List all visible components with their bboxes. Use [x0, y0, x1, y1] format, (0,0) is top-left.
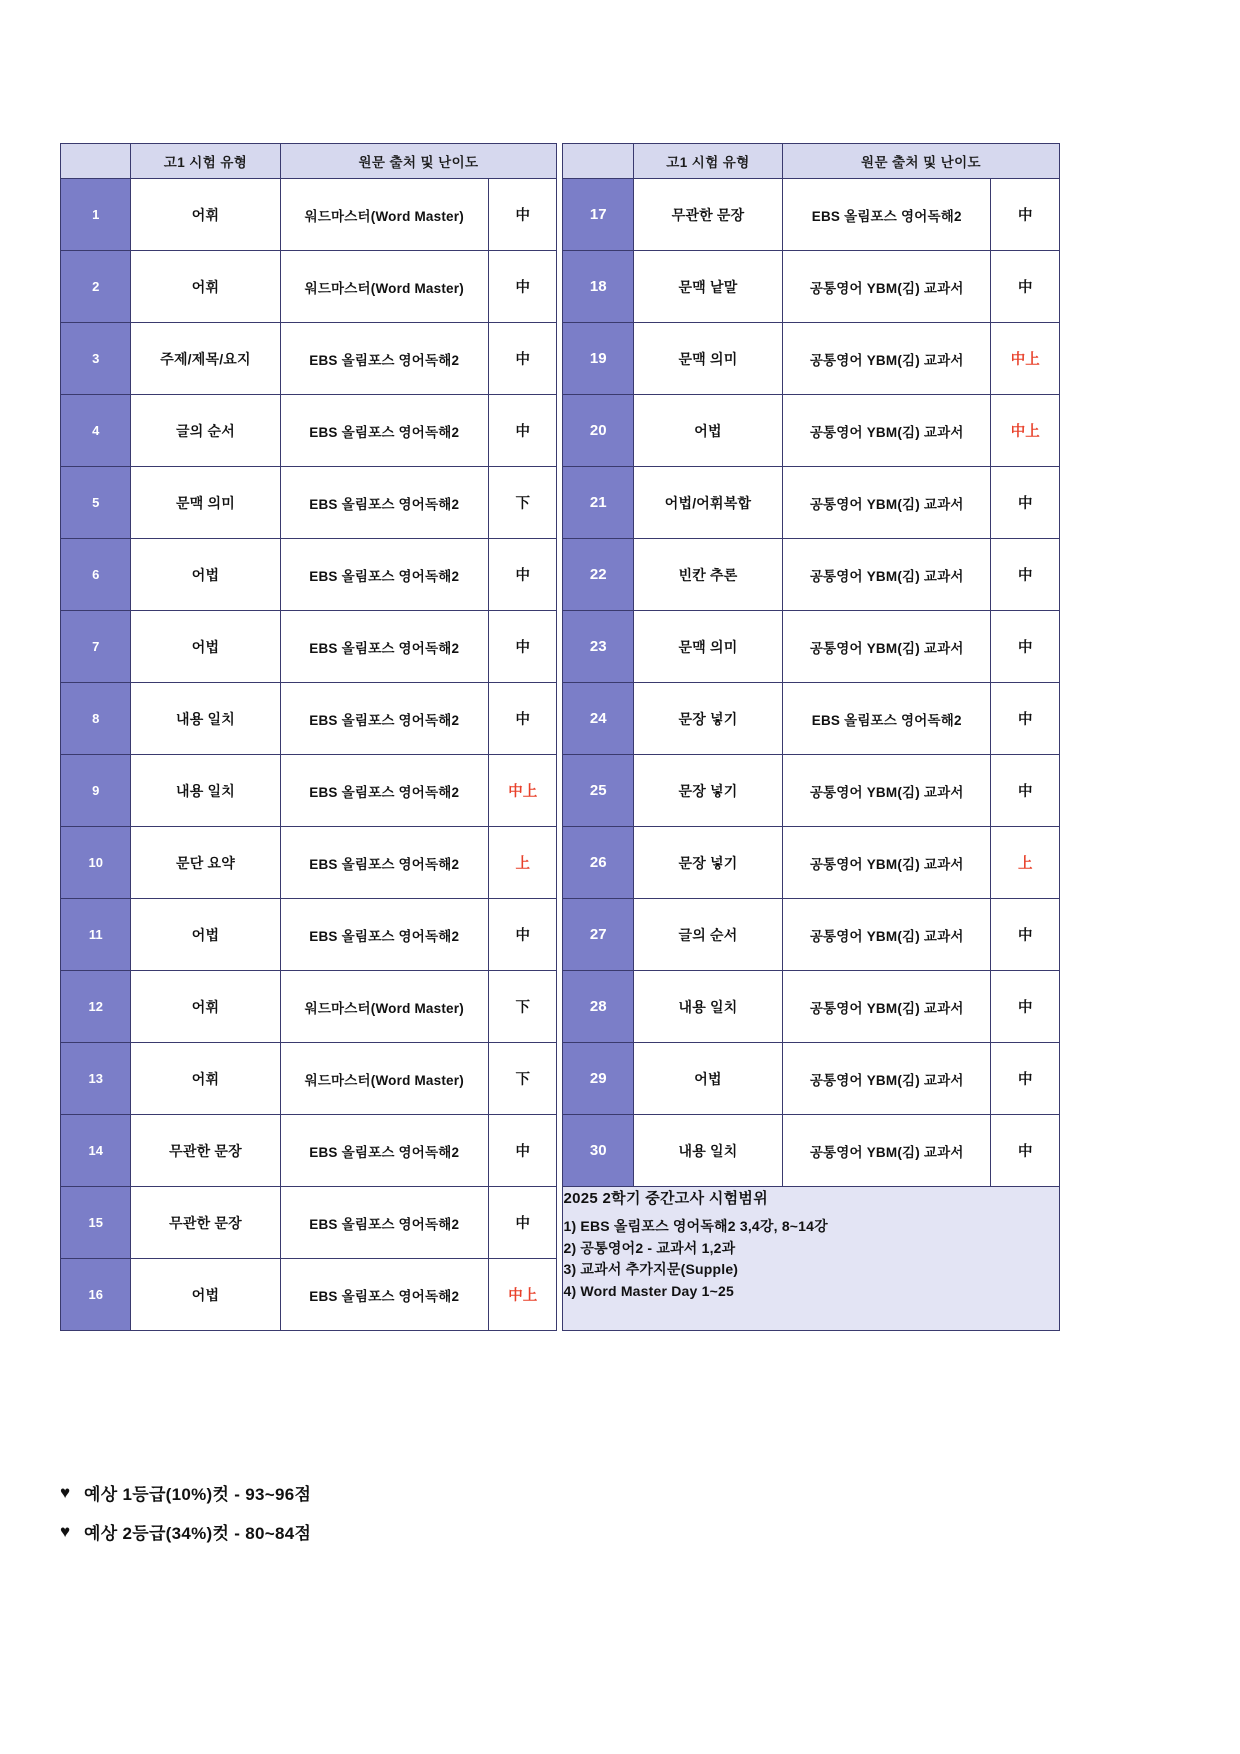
grade-cut-text-2: 예상 2등급(34%)컷 - 80~84점: [84, 1524, 312, 1543]
row-number: 16: [61, 1259, 131, 1331]
row-type: 주제/제목/요지: [131, 323, 280, 395]
row-source: 공통영어 YBM(김) 교과서: [783, 323, 991, 395]
row-source: 공통영어 YBM(김) 교과서: [783, 467, 991, 539]
table-row: [61, 755, 1060, 827]
row-difficulty: 中: [991, 539, 1060, 611]
row-number: 3: [61, 323, 131, 395]
row-source: 공통영어 YBM(김) 교과서: [783, 1115, 991, 1187]
row-type: 문맥 의미: [633, 611, 782, 683]
row-source: EBS 올림포스 영어독해2: [280, 683, 488, 755]
row-difficulty: 中: [488, 395, 556, 467]
row-type: 어휘: [131, 1043, 280, 1115]
exam-range-table: [60, 143, 1060, 1331]
row-difficulty: 中: [991, 179, 1060, 251]
row-number: 29: [563, 1043, 633, 1115]
row-type: 어법: [633, 395, 782, 467]
row-number: 14: [61, 1115, 131, 1187]
row-source: EBS 올림포스 영어독해2: [783, 179, 991, 251]
row-type: 어법/어휘복합: [633, 467, 782, 539]
heart-icon: ♥: [60, 1521, 71, 1541]
row-type: 어휘: [131, 179, 280, 251]
row-source: EBS 올림포스 영어독해2: [280, 755, 488, 827]
table-row: [61, 1115, 1060, 1187]
table-row: [61, 827, 1060, 899]
exam-scope-note: [563, 1187, 1060, 1331]
note-line-3: 3) 교과서 추가지문(Supple): [563, 1261, 739, 1278]
exam-range-table-wrapper: [60, 143, 1060, 1331]
row-source: 공통영어 YBM(김) 교과서: [783, 755, 991, 827]
table-header-row: [61, 144, 1060, 179]
note-line-1: 1) EBS 올림포스 영어독해2 3,4강, 8~14강: [563, 1218, 828, 1234]
row-difficulty: 中: [488, 539, 556, 611]
row-source: EBS 올림포스 영어독해2: [280, 323, 488, 395]
row-number: 24: [563, 683, 633, 755]
grade-cut-footer: [60, 1480, 760, 1558]
row-type: 무관한 문장: [131, 1187, 280, 1259]
row-type: 어법: [131, 611, 280, 683]
table-row: [61, 323, 1060, 395]
row-difficulty: 中上: [991, 395, 1060, 467]
header-source-right: 원문 출처 및 난이도: [783, 144, 1060, 179]
row-difficulty: 中: [991, 755, 1060, 827]
row-number: 30: [563, 1115, 633, 1187]
row-type: 무관한 문장: [633, 179, 782, 251]
row-source: 공통영어 YBM(김) 교과서: [783, 251, 991, 323]
row-number: 22: [563, 539, 633, 611]
row-type: 문장 넣기: [633, 683, 782, 755]
row-source: 공통영어 YBM(김) 교과서: [783, 827, 991, 899]
row-difficulty: 中: [488, 611, 556, 683]
row-number: 21: [563, 467, 633, 539]
row-difficulty: 中上: [991, 323, 1060, 395]
row-source: EBS 올림포스 영어독해2: [280, 827, 488, 899]
heart-icon: ♥: [60, 1482, 71, 1502]
grade-cut-text-1: 예상 1등급(10%)컷 - 93~96점: [84, 1485, 312, 1504]
table-row: [61, 467, 1060, 539]
row-type: 내용 일치: [633, 1115, 782, 1187]
row-source: 공통영어 YBM(김) 교과서: [783, 395, 991, 467]
row-difficulty: 中: [991, 1043, 1060, 1115]
table-row: [61, 395, 1060, 467]
row-type: 문맥 낱말: [633, 251, 782, 323]
row-type: 어법: [131, 1259, 280, 1331]
note-line-2: 2) 공통영어2 - 교과서 1,2과: [563, 1239, 736, 1256]
row-type: 문맥 의미: [131, 467, 280, 539]
row-source: 워드마스터(Word Master): [280, 971, 488, 1043]
row-difficulty: 下: [488, 971, 556, 1043]
row-difficulty: 中: [488, 179, 556, 251]
row-number: 23: [563, 611, 633, 683]
row-difficulty: 中: [991, 611, 1060, 683]
row-type: 내용 일치: [131, 683, 280, 755]
row-type: 어법: [131, 539, 280, 611]
table-row: [61, 899, 1060, 971]
row-difficulty: 上: [991, 827, 1060, 899]
header-source-left: 원문 출처 및 난이도: [280, 144, 557, 179]
table-row: [61, 179, 1060, 251]
header-blank-left: [61, 144, 131, 179]
row-number: 11: [61, 899, 131, 971]
header-type-left: 고1 시험 유형: [131, 144, 280, 179]
row-source: EBS 올림포스 영어독해2: [280, 467, 488, 539]
row-source: 공통영어 YBM(김) 교과서: [783, 971, 991, 1043]
row-type: 문장 넣기: [633, 827, 782, 899]
row-number: 18: [563, 251, 633, 323]
header-blank-right: [563, 144, 633, 179]
row-source: EBS 올림포스 영어독해2: [280, 1187, 488, 1259]
row-difficulty: 中: [991, 1115, 1060, 1187]
row-number: 8: [61, 683, 131, 755]
row-number: 7: [61, 611, 131, 683]
table-row: [61, 683, 1060, 755]
row-type: 어법: [131, 899, 280, 971]
row-number: 5: [61, 467, 131, 539]
row-difficulty: 中上: [488, 755, 556, 827]
row-type: 문맥 의미: [633, 323, 782, 395]
row-number: 20: [563, 395, 633, 467]
row-type: 어휘: [131, 251, 280, 323]
table-row: [61, 539, 1060, 611]
row-type: 무관한 문장: [131, 1115, 280, 1187]
row-number: 12: [61, 971, 131, 1043]
row-number: 26: [563, 827, 633, 899]
row-source: 공통영어 YBM(김) 교과서: [783, 539, 991, 611]
row-difficulty: 中: [991, 467, 1060, 539]
row-number: 9: [61, 755, 131, 827]
table-row: [61, 1187, 1060, 1259]
row-source: 워드마스터(Word Master): [280, 251, 488, 323]
row-source: EBS 올림포스 영어독해2: [280, 611, 488, 683]
row-type: 어휘: [131, 971, 280, 1043]
row-number: 27: [563, 899, 633, 971]
row-number: 6: [61, 539, 131, 611]
row-number: 15: [61, 1187, 131, 1259]
row-type: 문단 요약: [131, 827, 280, 899]
row-number: 28: [563, 971, 633, 1043]
row-source: EBS 올림포스 영어독해2: [280, 1115, 488, 1187]
row-type: 문장 넣기: [633, 755, 782, 827]
row-number: 1: [61, 179, 131, 251]
table-row: [61, 251, 1060, 323]
row-difficulty: 中: [488, 683, 556, 755]
table-row: [61, 971, 1060, 1043]
row-number: 4: [61, 395, 131, 467]
row-difficulty: 中: [991, 683, 1060, 755]
row-type: 내용 일치: [131, 755, 280, 827]
grade-cut-row-1: [60, 1480, 760, 1505]
row-difficulty: 中: [488, 899, 556, 971]
header-type-right: 고1 시험 유형: [633, 144, 782, 179]
table-row: [61, 1043, 1060, 1115]
column-gap: [557, 1259, 563, 1331]
row-number: 17: [563, 179, 633, 251]
row-source: EBS 올림포스 영어독해2: [280, 1259, 488, 1331]
row-source: EBS 올림포스 영어독해2: [280, 539, 488, 611]
row-source: EBS 올림포스 영어독해2: [280, 899, 488, 971]
row-difficulty: 中: [991, 251, 1060, 323]
row-difficulty: 中: [991, 899, 1060, 971]
row-source: 공통영어 YBM(김) 교과서: [783, 611, 991, 683]
row-difficulty: 中上: [488, 1259, 556, 1331]
row-source: 워드마스터(Word Master): [280, 179, 488, 251]
row-number: 10: [61, 827, 131, 899]
row-difficulty: 中: [488, 323, 556, 395]
row-source: 워드마스터(Word Master): [280, 1043, 488, 1115]
row-type: 빈칸 추론: [633, 539, 782, 611]
row-type: 내용 일치: [633, 971, 782, 1043]
row-difficulty: 中: [991, 971, 1060, 1043]
row-type: 글의 순서: [633, 899, 782, 971]
row-number: 13: [61, 1043, 131, 1115]
row-source: 공통영어 YBM(김) 교과서: [783, 899, 991, 971]
row-number: 2: [61, 251, 131, 323]
row-difficulty: 下: [488, 1043, 556, 1115]
row-source: EBS 올림포스 영어독해2: [280, 395, 488, 467]
grade-cut-row-2: [60, 1519, 760, 1544]
row-type: 어법: [633, 1043, 782, 1115]
row-source: 공통영어 YBM(김) 교과서: [783, 1043, 991, 1115]
row-number: 25: [563, 755, 633, 827]
row-difficulty: 中: [488, 251, 556, 323]
row-difficulty: 中: [488, 1187, 556, 1259]
table-row: [61, 611, 1060, 683]
row-type: 글의 순서: [131, 395, 280, 467]
row-source: EBS 올림포스 영어독해2: [783, 683, 991, 755]
row-difficulty: 下: [488, 467, 556, 539]
row-number: 19: [563, 323, 633, 395]
row-difficulty: 上: [488, 827, 556, 899]
note-title: 2025 2학기 중간고사 시험범위: [563, 1190, 768, 1207]
note-line-4: 4) Word Master Day 1~25: [563, 1283, 734, 1300]
row-difficulty: 中: [488, 1115, 556, 1187]
